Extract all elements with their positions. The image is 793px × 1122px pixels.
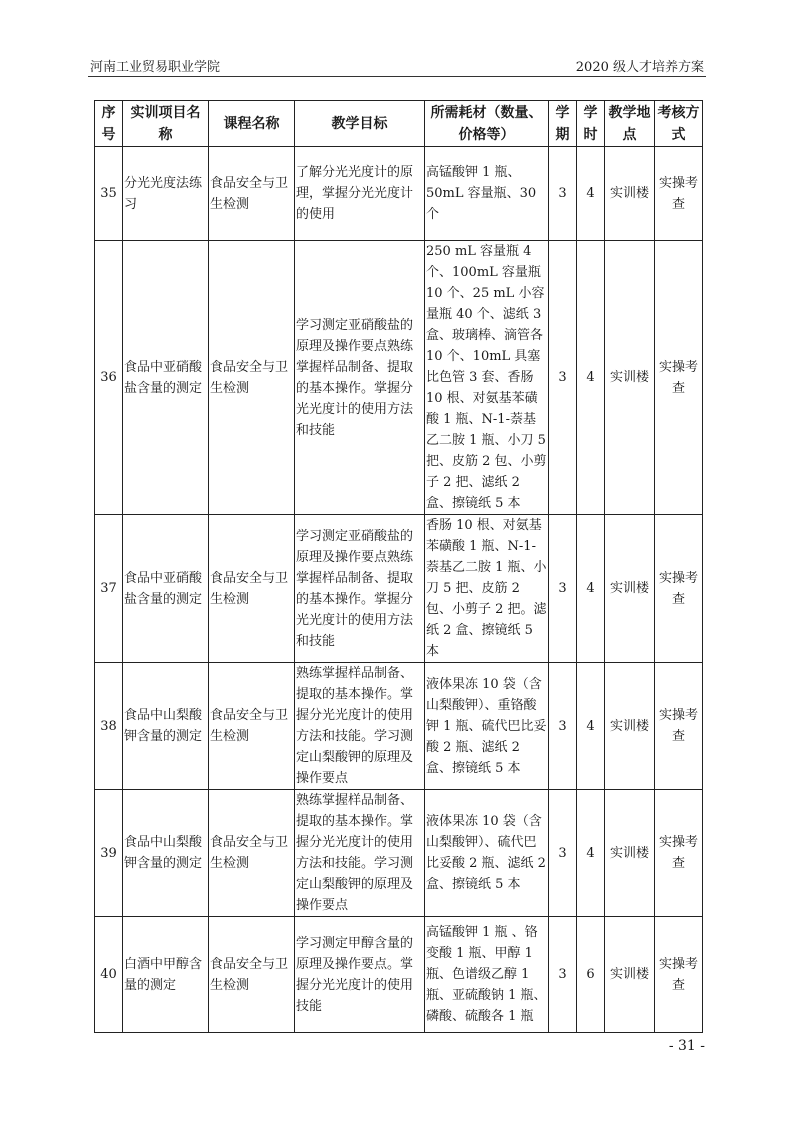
- teaching-goal: 学习测定甲醇含量的原理及操作要点。掌握分光光度计的使用技能: [295, 917, 425, 1033]
- table-row: [95, 515, 703, 663]
- course-name: 食品安全与卫生检测: [209, 147, 295, 241]
- page-number: - 31 -: [668, 1038, 705, 1054]
- assessment: 实操考查: [655, 241, 703, 515]
- table-header-row: [95, 101, 703, 147]
- training-table: [94, 100, 703, 1033]
- course-name: 食品安全与卫生检测: [209, 790, 295, 917]
- project-name: 白酒中甲醇含量的测定: [123, 917, 209, 1033]
- col-header: 所需耗材（数量、价格等）: [425, 101, 549, 147]
- table-row: [95, 790, 703, 917]
- row-number: 37: [95, 515, 123, 663]
- table-row: [95, 917, 703, 1033]
- place: 实训楼: [605, 515, 655, 663]
- school-name: 河南工业贸易职业学院: [90, 60, 221, 75]
- materials: 高锰酸钾 1 瓶 、铬变酸 1 瓶、甲醇 1 瓶、色谱级乙醇 1 瓶、亚硫酸钠 1 瓶、磷酸、硫酸各 1 瓶: [425, 917, 549, 1033]
- materials: 香肠 10 根、对氨基苯磺酸 1 瓶、N-1-萘基乙二胺 1 瓶、小刀 5 把、皮筋 2 包、小剪子 2 把。滤纸 2 盒、擦镜纸 5 本: [425, 515, 549, 663]
- place: 实训楼: [605, 147, 655, 241]
- table-row: [95, 663, 703, 790]
- course-name: 食品安全与卫生检测: [209, 241, 295, 515]
- hours: 4: [577, 515, 605, 663]
- hours: 4: [577, 790, 605, 917]
- term: 3: [549, 917, 577, 1033]
- project-name: 食品中山梨酸钾含量的测定: [123, 790, 209, 917]
- place: 实训楼: [605, 917, 655, 1033]
- term: 3: [549, 515, 577, 663]
- place: 实训楼: [605, 790, 655, 917]
- table-row: [95, 147, 703, 241]
- page-header: [88, 54, 706, 77]
- table-row: [95, 241, 703, 515]
- project-name: 分光光度法练习: [123, 147, 209, 241]
- project-name: 食品中亚硝酸盐含量的测定: [123, 515, 209, 663]
- assessment: 实操考查: [655, 790, 703, 917]
- col-header: 序号: [95, 101, 123, 147]
- plan-title: 2020 级人才培养方案: [575, 60, 704, 75]
- col-header: 学时: [577, 101, 605, 147]
- assessment: 实操考查: [655, 663, 703, 790]
- col-header: 课程名称: [209, 101, 295, 147]
- hours: 4: [577, 241, 605, 515]
- term: 3: [549, 241, 577, 515]
- col-header: 学期: [549, 101, 577, 147]
- teaching-goal: 了解分光光度计的原理，掌握分光光度计的使用: [295, 147, 425, 241]
- col-header: 实训项目名称: [123, 101, 209, 147]
- assessment: 实操考查: [655, 917, 703, 1033]
- hours: 6: [577, 917, 605, 1033]
- place: 实训楼: [605, 241, 655, 515]
- teaching-goal: 熟练掌握样品制备、提取的基本操作。掌握分光光度计的使用方法和技能。学习测定山梨酸钾的原理及操作要点: [295, 790, 425, 917]
- row-number: 40: [95, 917, 123, 1033]
- row-number: 39: [95, 790, 123, 917]
- project-name: 食品中山梨酸钾含量的测定: [123, 663, 209, 790]
- materials: 250 mL 容量瓶 4 个、100mL 容量瓶 10 个、25 mL 小容量瓶 40 个、滤纸 3 盒、玻璃棒、滴管各 10 个、10mL 具塞比色管 3 套、香肠 10 根、对氨基苯磺酸 1 瓶、N-1-萘基乙二胺 1 瓶、小刀 5 把、皮筋 2 包、小剪子 2 把、滤纸 2 盒、擦镜纸 5 本: [425, 241, 549, 515]
- materials: 液体果冻 10 袋（含山梨酸钾）、硫代巴比妥酸 2 瓶、滤纸 2 盒、擦镜纸 5 本: [425, 790, 549, 917]
- course-name: 食品安全与卫生检测: [209, 917, 295, 1033]
- place: 实训楼: [605, 663, 655, 790]
- row-number: 35: [95, 147, 123, 241]
- teaching-goal: 学习测定亚硝酸盐的原理及操作要点熟练掌握样品制备、提取的基本操作。掌握分光光度计的使用方法和技能: [295, 241, 425, 515]
- teaching-goal: 熟练掌握样品制备、提取的基本操作。掌握分光光度计的使用方法和技能。学习测定山梨酸钾的原理及操作要点: [295, 663, 425, 790]
- hours: 4: [577, 147, 605, 241]
- materials: 液体果冻 10 袋（含山梨酸钾）、重铬酸钾 1 瓶、硫代巴比妥酸 2 瓶、滤纸 2 盒、擦镜纸 5 本: [425, 663, 549, 790]
- assessment: 实操考查: [655, 147, 703, 241]
- materials: 高锰酸钾 1 瓶、50mL 容量瓶、30 个: [425, 147, 549, 241]
- col-header: 教学地点: [605, 101, 655, 147]
- term: 3: [549, 147, 577, 241]
- hours: 4: [577, 663, 605, 790]
- row-number: 38: [95, 663, 123, 790]
- col-header: 考核方式: [655, 101, 703, 147]
- teaching-goal: 学习测定亚硝酸盐的原理及操作要点熟练掌握样品制备、提取的基本操作。掌握分光光度计的使用方法和技能: [295, 515, 425, 663]
- term: 3: [549, 790, 577, 917]
- course-name: 食品安全与卫生检测: [209, 663, 295, 790]
- assessment: 实操考查: [655, 515, 703, 663]
- col-header: 教学目标: [295, 101, 425, 147]
- row-number: 36: [95, 241, 123, 515]
- project-name: 食品中亚硝酸盐含量的测定: [123, 241, 209, 515]
- term: 3: [549, 663, 577, 790]
- course-name: 食品安全与卫生检测: [209, 515, 295, 663]
